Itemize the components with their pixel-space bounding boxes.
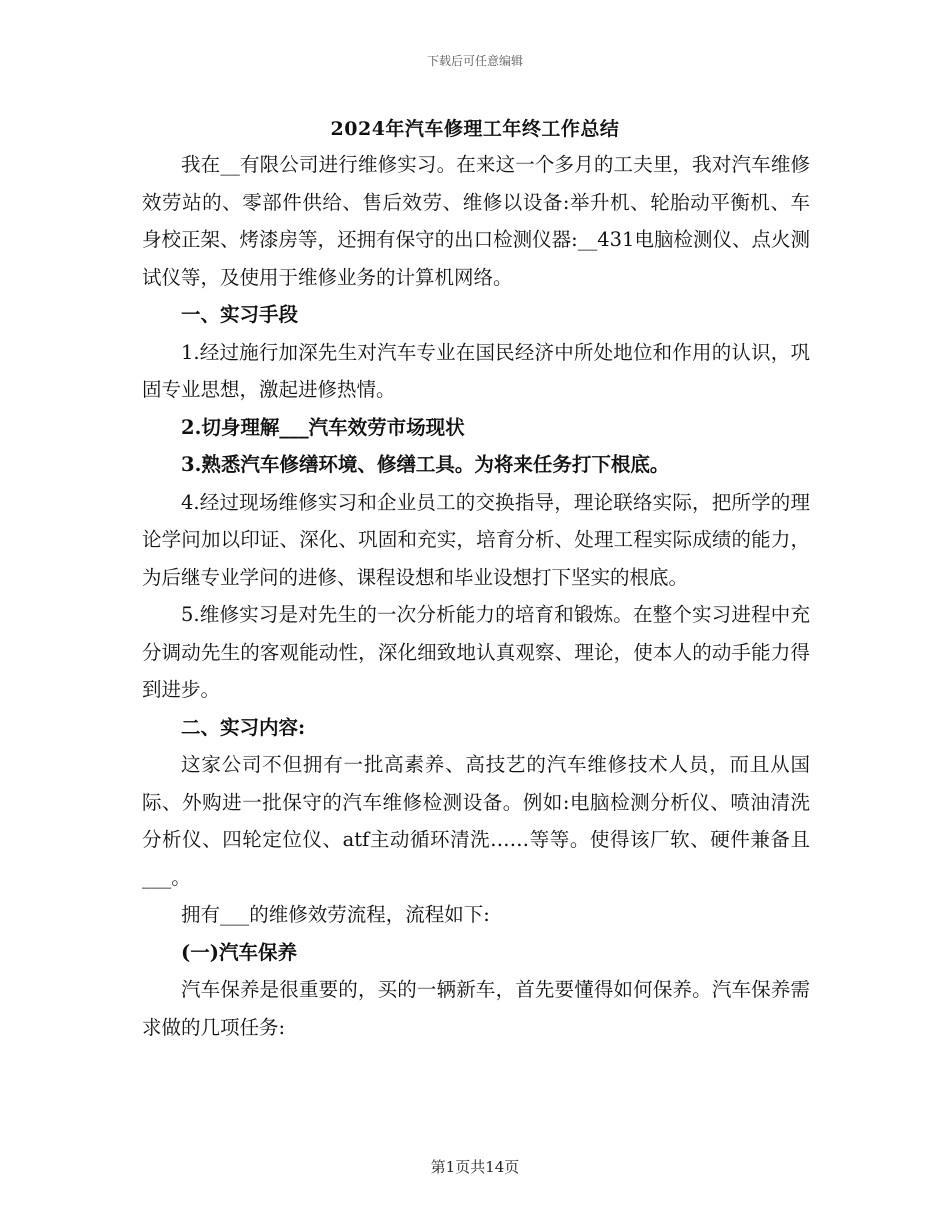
document-title: 2024年汽车修理工年终工作总结	[330, 118, 620, 140]
section-heading-content: 二、实习内容:	[181, 715, 306, 739]
section-heading-purpose: 一、实习手段	[181, 303, 299, 326]
header-note: 下载后可任意编辑	[426, 54, 523, 68]
page-footer: 第1页共14页	[430, 1158, 520, 1176]
paragraph-item-5: 5.维修实习是对先生的一次分析能力的培育和锻炼。在整个实习进程中充分调动先生的客观能动性，深化细致地认真观察、理论，使本人的动手能力得到进步。	[142, 603, 810, 701]
paragraph-item-1: 1.经过施行加深先生对汽车专业在国民经济中所处地位和作用的认识，巩固专业思想，激起进修热情。	[142, 340, 810, 401]
paragraph-company: 这家公司不但拥有一批高素养、高技艺的汽车维修技术人员，而且从国际、外购进一批保守的汽车维修检测设备。例如:电脑检测分析仪、喷油清洗分析仪、四轮定位仪、atf主动循环清洗……等等。使得该厂软、硬件兼备且___。	[142, 753, 810, 889]
paragraph-maintenance: 汽车保养是很重要的，买的一辆新车，首先要懂得如何保养。汽车保养需求做的几项任务:	[142, 978, 810, 1039]
document-body	[142, 146, 810, 1046]
paragraph-item-2: 2.切身理解___汽车效劳市场现状	[181, 415, 465, 439]
paragraph-item-3: 3.熟悉汽车修缮环境、修缮工具。为将来任务打下根底。	[181, 453, 670, 476]
paragraph-process: 拥有___的维修效劳流程，流程如下:	[181, 903, 490, 926]
paragraph-item-4: 4.经过现场维修实习和企业员工的交换指导，理论联络实际，把所学的理论学问加以印证、深化、巩固和充实，培育分析、处理工程实际成绩的能力，为后继专业学问的进修、课程设想和毕业设想打下坚实的根底。	[142, 490, 810, 589]
paragraph-intro: 我在__有限公司进行维修实习。在来这一个多月的工夫里，我对汽车维修效劳站的、零部件供给、售后效劳、维修以设备:举升机、轮胎动平衡机、车身校正架、烤漆房等，还拥有保守的出口检测仪器:__431电脑检测仪、点火测试仪等，及使用于维修业务的计算机网络。	[142, 153, 810, 289]
subsection-heading-maintenance: (一)汽车保养	[181, 940, 297, 964]
